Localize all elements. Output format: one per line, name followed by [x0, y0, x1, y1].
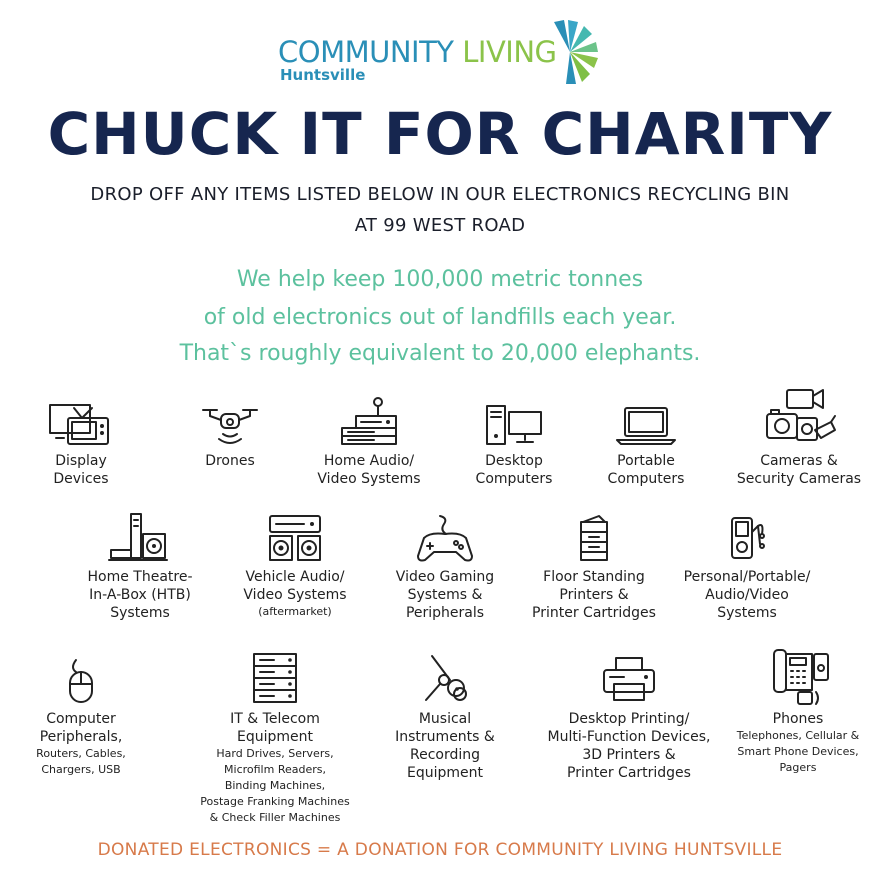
- item-label: Desktop Printing/ Multi-Function Devices, 3D Printers & Printer Cartridges: [547, 711, 711, 781]
- item-display-devices: [0, 402, 166, 488]
- item-label: IT & Telecom Equipment: [230, 711, 320, 745]
- logo-word-community: COMMUNITY: [278, 35, 454, 69]
- instructions-line-1: DROP OFF ANY ITEMS LISTED BELOW IN OUR ELECTRONICS RECYCLING BIN: [90, 184, 790, 205]
- community-living-logo: [278, 18, 608, 86]
- page-title: CHUCK IT FOR CHARITY: [47, 100, 833, 168]
- speaker-icon: [105, 512, 175, 564]
- footer-tagline: DONATED ELECTRONICS = A DONATION FOR COMMUNITY LIVING HUNTSVILLE: [97, 840, 783, 860]
- logo-burst-icon: [540, 18, 600, 86]
- item-it-telecom: [190, 650, 360, 826]
- logo-wordmark: [278, 35, 557, 69]
- car-stereo-icon: [260, 512, 330, 564]
- item-label: Phones: [772, 711, 824, 727]
- camera-icon: [759, 386, 839, 448]
- item-label: Cameras & Security Cameras: [736, 453, 862, 487]
- phone-icon: [758, 646, 838, 706]
- item-label: Video Gaming Systems & Peripherals: [395, 569, 495, 621]
- stat-line-3: That`s roughly equivalent to 20,000 elephants.: [179, 341, 701, 366]
- item-note: Hard Drives, Servers, Microfilm Readers, Binding Machines, Postage Franking Machines & Check Filler Machines: [200, 747, 350, 824]
- item-label: Display Devices: [53, 453, 109, 487]
- item-personal-audio: [662, 512, 832, 622]
- stat-line-2: of old electronics out of landfills each year.: [203, 305, 677, 330]
- item-note: Telephones, Cellular & Smart Phone Devices, Pagers: [736, 729, 860, 774]
- floor-printer-icon: [559, 512, 629, 564]
- desktop-computer-icon: [479, 402, 549, 448]
- mp3-player-icon: [712, 512, 782, 564]
- gamepad-icon: [410, 512, 480, 564]
- item-computer-peripherals: [0, 654, 166, 778]
- item-portable-computers: [561, 402, 731, 488]
- item-desktop-printing: [540, 650, 718, 782]
- item-label: Home Theatre- In-A-Box (HTB) Systems: [87, 569, 193, 621]
- server-icon: [240, 650, 310, 706]
- item-label: Desktop Computers: [475, 453, 553, 487]
- printer-icon: [594, 650, 664, 706]
- stereo-icon: [334, 396, 404, 448]
- stat-line-1: We help keep 100,000 metric tonnes: [236, 267, 644, 292]
- item-label: Home Audio/ Video Systems: [317, 453, 421, 487]
- tv-icon: [46, 402, 116, 448]
- item-label: Personal/Portable/ Audio/Video Systems: [683, 569, 811, 621]
- mouse-icon: [46, 654, 116, 706]
- item-label: Vehicle Audio/ Video Systems: [243, 569, 347, 603]
- guitar-microphone-icon: [410, 650, 480, 706]
- item-cameras: [714, 386, 880, 488]
- item-vehicle-audio: [210, 512, 380, 620]
- item-home-theatre: [55, 512, 225, 622]
- item-label: Musical Instruments & Recording Equipment: [395, 711, 495, 781]
- item-note: (aftermarket): [258, 605, 332, 618]
- instructions-line-2: AT 99 WEST ROAD: [354, 215, 526, 236]
- item-label: Portable Computers: [607, 453, 685, 487]
- item-phones: [713, 646, 880, 776]
- item-musical-instruments: [360, 650, 530, 782]
- item-label: Floor Standing Printers & Printer Cartridges: [532, 569, 656, 621]
- logo-subtitle: Huntsville: [280, 66, 366, 84]
- item-label: Computer Peripherals,: [39, 711, 123, 745]
- laptop-icon: [611, 402, 681, 448]
- drone-icon: [195, 402, 265, 448]
- item-label: Drones: [205, 453, 255, 469]
- item-video-gaming: [360, 512, 530, 622]
- logo-word-living: LIVING: [462, 35, 557, 69]
- item-floor-printers: [509, 512, 679, 622]
- item-note: Routers, Cables, Chargers, USB: [36, 747, 126, 776]
